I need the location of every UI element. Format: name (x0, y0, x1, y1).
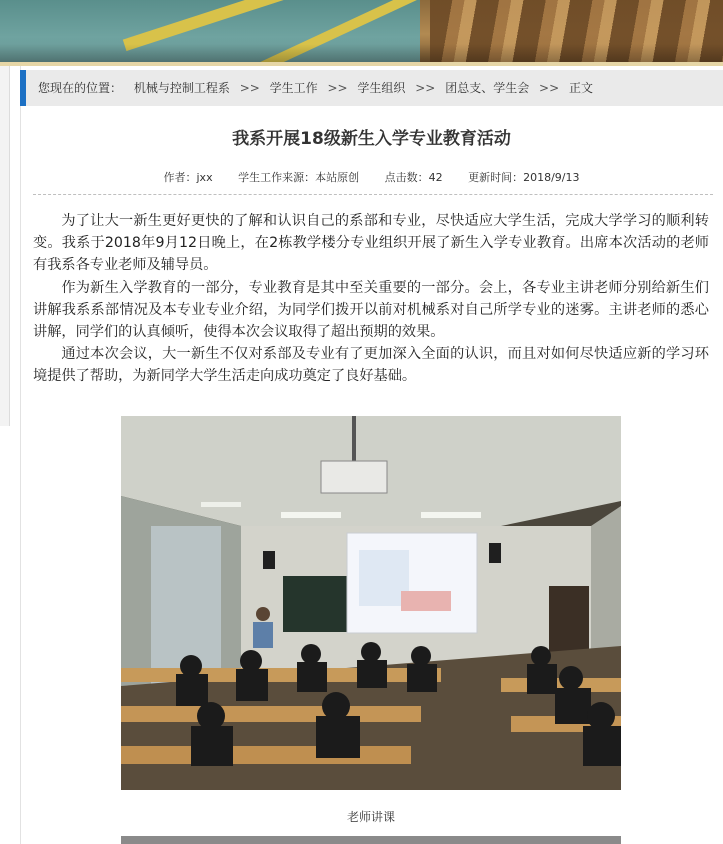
photo-desk-row (121, 746, 411, 764)
breadcrumb-lead: 您现在的位置： (38, 81, 123, 95)
breadcrumb-link-league-union[interactable]: 团总支、学生会 (445, 81, 530, 95)
photo-ceiling-light (281, 512, 341, 518)
article-author: 作者：jxx (163, 171, 213, 184)
article-source: 学生工作来源：本站原创 (238, 171, 360, 184)
article-hits: 点击数：42 (384, 171, 443, 184)
photo-ceiling-light (201, 502, 241, 507)
photo-blackboard (283, 576, 349, 632)
header-banner-image (0, 0, 723, 62)
breadcrumb-accent-bar (20, 70, 26, 106)
breadcrumb-separator: >> (239, 81, 260, 95)
photo-speaker (263, 551, 275, 569)
photo-teacher-body (253, 622, 273, 648)
article-paragraph: 作为新生入学教育的一部分，专业教育是其中至关重要的一部分。会上，各专业主讲老师分别给新生们讲解我系系部情况及本专业专业介绍，为同学们拨开以前对机械系对自己所学专业的迷雾。主讲老师的悉心讲解，同学们的认真倾听，使得本次会议取得了超出预期的效果。 (33, 279, 709, 341)
breadcrumb-separator: >> (415, 81, 436, 95)
article-title: 我系开展18级新生入学专业教育活动 (232, 129, 511, 149)
breadcrumb-link-student-orgs[interactable]: 学生组织 (357, 81, 406, 95)
article-updated: 更新时间：2018/9/13 (468, 171, 580, 184)
breadcrumb (20, 70, 723, 106)
photo-projector-mount (352, 416, 356, 461)
article-paragraph: 为了让大一新生更好更快的了解和认识自己的系部和专业，尽快适应大学生活，完成大学学习的顺利转变。我系于2018年9月12日晚上，在2栋教学楼分专业组织开展了新生入学专业教育。出席本次活动的老师有我系各专业老师及辅导员。 (33, 213, 709, 274)
classroom-photo (121, 416, 621, 790)
photo-projector (321, 461, 387, 493)
breadcrumb-link-student-work[interactable]: 学生工作 (269, 81, 318, 95)
article-paragraph: 通过本次会议，大一新生不仅对系部及专业有了更加深入全面的认识，而且对如何尽快适应新的学习环境提供了帮助，为新同学大学生活走向成功奠定了良好基础。 (33, 346, 709, 385)
breadcrumb-separator: >> (327, 81, 348, 95)
left-sidebar-edge (0, 66, 10, 426)
photo-teacher-head (256, 607, 270, 621)
photo-speaker (489, 543, 501, 563)
photo-desk-row (121, 668, 441, 682)
header-divider (0, 62, 723, 66)
breadcrumb-current: 正文 (568, 81, 593, 95)
breadcrumb-link-department[interactable]: 机械与控制工程系 (133, 81, 230, 95)
breadcrumb-separator: >> (539, 81, 560, 95)
banner-shade (0, 44, 723, 62)
article-meta (20, 169, 723, 185)
second-photo-top-edge (121, 836, 621, 844)
article-body (33, 210, 709, 388)
breadcrumb-trail (38, 70, 593, 106)
classroom-photo-drawing (121, 416, 621, 790)
photo-desk-row (121, 706, 421, 722)
photo-ceiling-light (421, 512, 481, 518)
article-divider (33, 194, 713, 195)
photo-caption: 老师讲课 (346, 810, 395, 824)
photo-slide-box (401, 591, 451, 611)
